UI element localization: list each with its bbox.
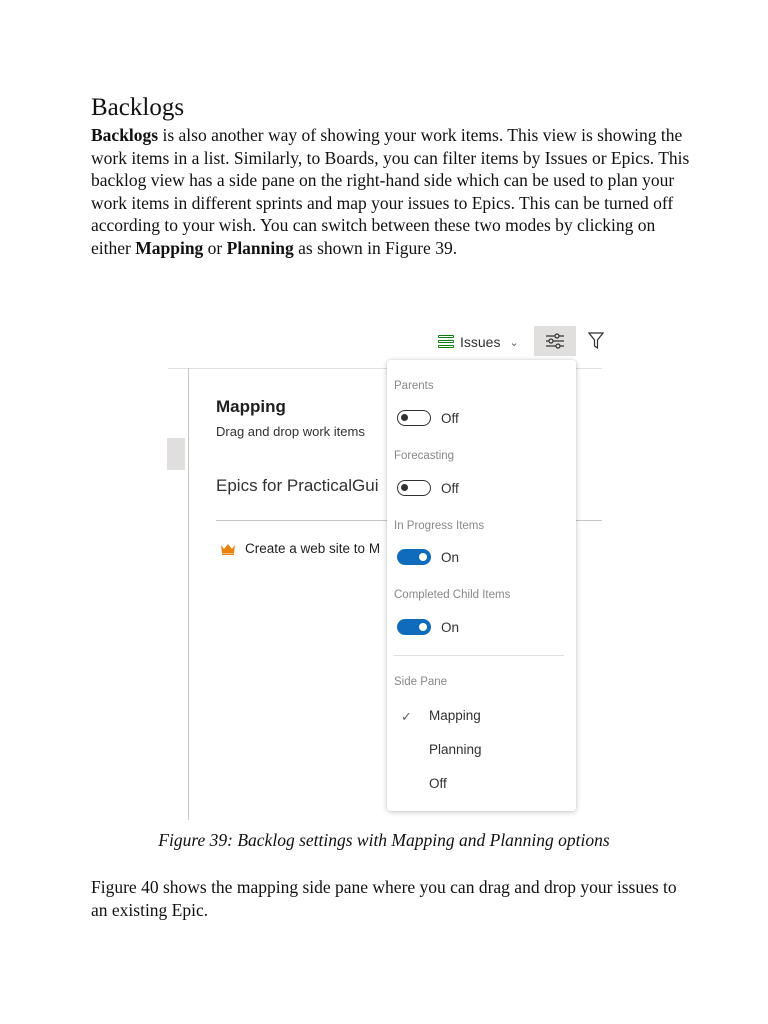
figure-caption: Figure 39: Backlog settings with Mapping and Planning options — [158, 830, 610, 850]
divider — [188, 368, 189, 820]
bold-term: Mapping — [135, 237, 204, 258]
body-paragraph: Backlogs is also another way of showing your work items. This view is showing the work items in a list. Similarly, to Boards, you can filter items by Issues or Epics. This backlog view has a side pane on the right-hand side which can be used to plan your work items in different sprints and map your issues to Epics. This can be turned off according to your wish. You can switch between these two modes by clicking on either Mapping or Planning as shown in Figure 39. — [91, 125, 690, 258]
toggle-switch[interactable] — [397, 480, 431, 496]
chevron-down-icon: ⌄ — [509, 336, 519, 349]
section-heading: Backlogs — [91, 94, 185, 121]
epic-title: Create a web site to M — [245, 541, 381, 556]
bold-term: Backlogs — [91, 125, 159, 145]
view-options-button[interactable] — [534, 326, 576, 356]
view-options-menu — [387, 360, 576, 811]
bold-term: Planning — [226, 237, 294, 258]
figure-screenshot — [150, 318, 620, 828]
pane-title: Mapping — [216, 397, 286, 416]
forecasting-label: Forecasting — [394, 450, 455, 462]
body-paragraph: Figure 40 shows the mapping side pane where you can drag and drop your issues to an existing Epic. — [91, 877, 677, 920]
toggle-switch[interactable] — [397, 410, 431, 426]
toggle-state: On — [441, 549, 460, 565]
issues-label: Issues — [460, 334, 501, 350]
epics-selector[interactable]: Epics for PracticalGui — [216, 476, 379, 495]
side-pane-option-mapping[interactable]: Mapping — [429, 708, 481, 723]
parents-toggle[interactable] — [397, 410, 459, 426]
parents-label: Parents — [394, 380, 434, 392]
toggle-state: On — [441, 619, 460, 635]
side-pane-label: Side Pane — [394, 676, 448, 688]
pane-subtitle: Drag and drop work items — [216, 424, 365, 439]
crown-icon — [220, 543, 236, 555]
issues-dropdown-button[interactable] — [438, 328, 519, 356]
in-progress-items-toggle[interactable] — [397, 549, 459, 565]
completed-child-items-toggle[interactable] — [397, 619, 459, 635]
toggle-switch[interactable] — [397, 619, 431, 635]
checkmark-icon: ✓ — [401, 709, 412, 724]
completed-child-items-label: Completed Child Items — [394, 589, 511, 601]
toggle-state: Off — [441, 480, 459, 496]
settings-sliders-icon — [545, 333, 565, 349]
scroll-handle[interactable] — [167, 438, 185, 470]
divider — [394, 655, 564, 656]
side-pane-option-off[interactable]: Off — [429, 776, 447, 791]
in-progress-items-label: In Progress Items — [394, 520, 485, 532]
side-pane-option-planning[interactable]: Planning — [429, 742, 482, 757]
funnel-icon[interactable] — [588, 332, 604, 350]
epic-list-item[interactable] — [220, 541, 380, 556]
forecasting-toggle[interactable] — [397, 480, 459, 496]
toggle-state: Off — [441, 410, 459, 426]
backlog-icon — [438, 335, 454, 349]
toggle-switch[interactable] — [397, 549, 431, 565]
